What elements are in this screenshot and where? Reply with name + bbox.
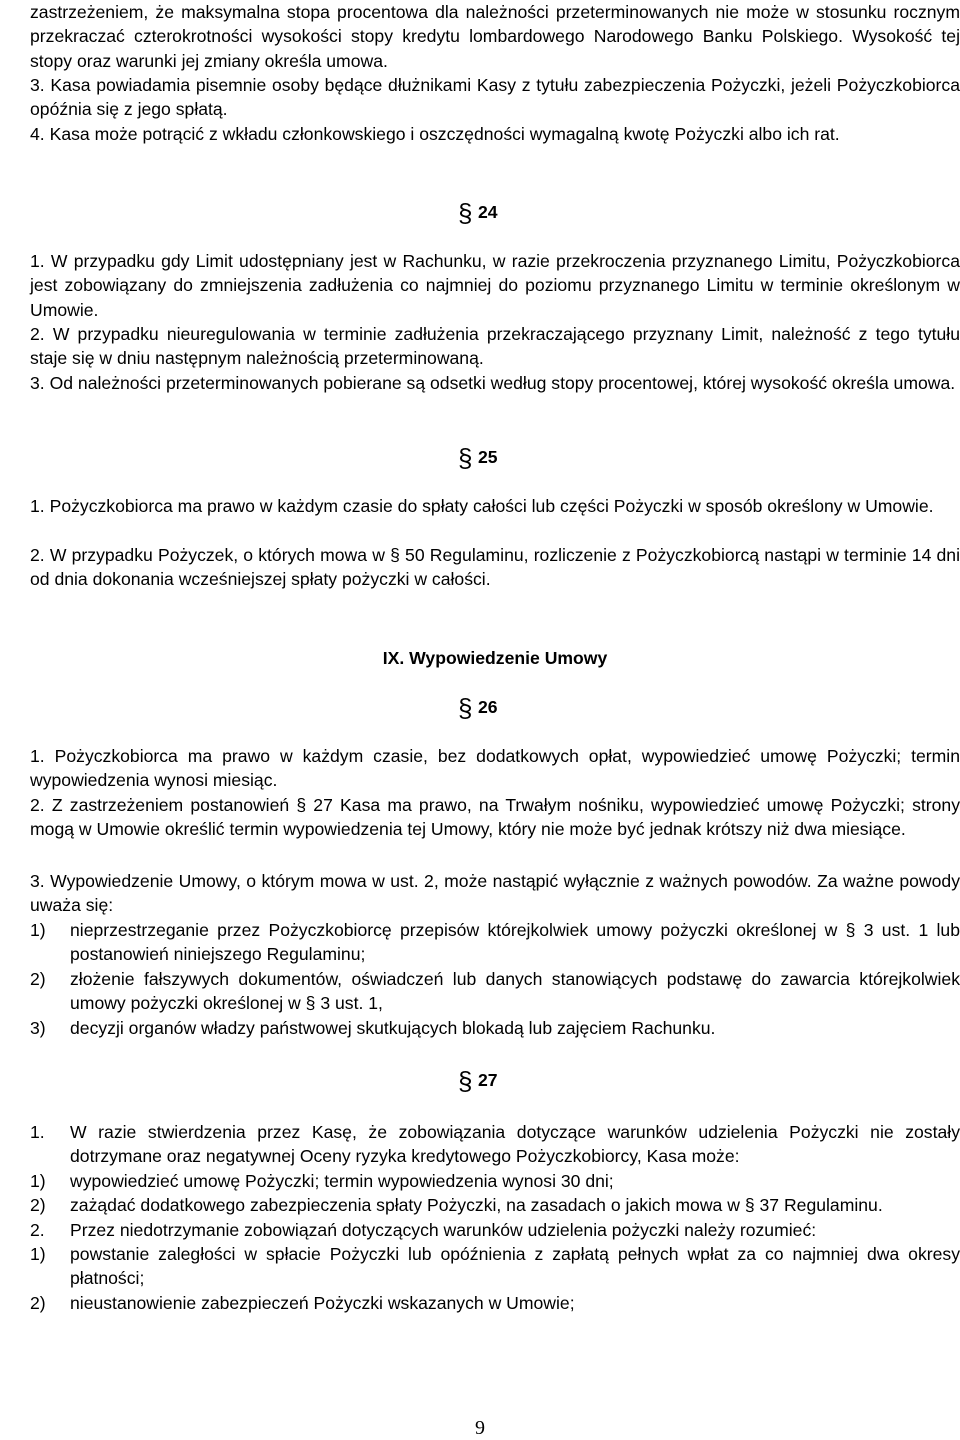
section-number: 27 — [478, 1070, 498, 1090]
s26-subitems — [30, 918, 960, 1040]
item-text: W przypadku nieuregulowania w terminie zadłużenia przekraczającego przyznany Limit, należność z tego tytułu staje się w dniu następnym należnością przeterminowaną. — [30, 324, 960, 369]
item-number: 2. — [30, 795, 45, 815]
s26-item-1 — [30, 744, 960, 793]
item-number: 1. — [30, 1122, 45, 1142]
continuation-paragraph — [30, 0, 960, 73]
section-symbol: § — [458, 1066, 473, 1096]
section-heading-24 — [30, 198, 960, 228]
item-text: Przez niedotrzymanie zobowiązań dotyczących warunków udzielenia pożyczki należy rozumieć: — [70, 1219, 817, 1240]
item-number: 2. — [30, 545, 45, 565]
list-item: 1) nieprzestrzeganie przez Pożyczkobiorcę przepisów którejkolwiek umowy pożyczki określonej w § 3 ust. 1 lub postanowień niniejszego Regulaminu; — [30, 920, 960, 965]
s24-item-2 — [30, 322, 960, 371]
s26-item-2: 2. Z zastrzeżeniem postanowień § 27 Kasa ma prawo, na Trwałym nośniku, wypowiedzieć umowę Pożyczki; strony mogą w Umowie określić termin wypowiedzenia tej Umowy, który nie może być jednak krótszy niż dwa miesiące. — [30, 795, 960, 840]
list-item: 2) nieustanowienie zabezpieczeń Pożyczki wskazanych w Umowie; — [30, 1292, 575, 1313]
page-number: 9 — [475, 1417, 485, 1439]
section-symbol: § — [305, 993, 316, 1014]
list-item: 3) decyzji organów władzy państwowej skutkujących blokadą lub zajęciem Rachunku. — [30, 1017, 716, 1038]
item-text: Kasa powiadamia pisemnie osoby będące dłużnikami Kasy z tytułu zabezpieczenia Pożyczki, jeżeli Pożyczkobiorca opóźnia się z jego spłatą. — [30, 75, 960, 120]
top-item-3 — [30, 73, 960, 122]
item-number: 2. — [30, 1219, 45, 1240]
item-number: 3. — [30, 373, 45, 393]
s25-item-1 — [30, 494, 960, 518]
item-text: Od należności przeterminowanych pobierane są odsetki według stopy procentowej, której wysokość określa umowa. — [49, 373, 956, 393]
list-item: 2) złożenie fałszywych dokumentów, oświadczeń lub danych stanowiących podstawę do zawarcia którejkolwiek umowy pożyczki określonej w § 3 ust. 1, — [30, 968, 960, 1014]
item-number: 1. — [30, 746, 45, 766]
s24-item-1 — [30, 249, 960, 322]
section-number: 24 — [478, 202, 498, 222]
item-number: 1. — [30, 496, 45, 516]
item-number: 3. — [30, 871, 45, 891]
section-heading-27 — [30, 1066, 960, 1096]
s24-item-3 — [30, 371, 960, 395]
item-number: 3. — [30, 75, 45, 95]
section-number: 25 — [478, 447, 498, 467]
top-item-4 — [30, 122, 960, 146]
section-symbol: § — [458, 693, 473, 723]
item-text: W razie stwierdzenia przez Kasę, że zobowiązania dotyczące warunków udzielenia Pożyczki nie zostały dotrzymane oraz negatywnej Oceny ryzyka kredytowego Pożyczkobiorcy, Kasa może: — [70, 1122, 960, 1167]
s26-item-3 — [30, 869, 960, 918]
s25-item-2: 2. W przypadku Pożyczek, o których mowa w § 50 Regulaminu, rozliczenie z Pożyczkobiorcą nastąpi w terminie 14 dni od dnia dokonania wcześniejszej spłaty pożyczki w całości. — [30, 545, 960, 590]
section-symbol: § — [458, 198, 473, 228]
item-text: Wypowiedzenie Umowy, o którym mowa w ust. 2, może nastąpić wyłącznie z ważnych powodów. Za ważne powody uważa się: — [30, 871, 960, 916]
section-symbol: § — [744, 1195, 755, 1216]
section-symbol: § — [458, 443, 473, 473]
section-symbol: § — [390, 545, 400, 565]
item-text: Pożyczkobiorca ma prawo w każdym czasie do spłaty całości lub części Pożyczki w sposób określony w Umowie. — [49, 496, 934, 516]
item-number: 4. — [30, 124, 45, 144]
item-number: 1. — [30, 251, 45, 271]
continuation-text: zastrzeżeniem, że maksymalna stopa procentowa dla należności przeterminowanych nie może w stosunku rocznym przekraczać czterokrotności wysokości stopy kredytu lombardowego Narodowego Banku Polskiego. Wysokość tej stopy oraz warunki jej zmiany określa umowa. — [30, 2, 960, 71]
item-text: Kasa może potrącić z wkładu członkowskiego i oszczędności wymagalną kwotę Pożyczki albo ich rat. — [49, 124, 840, 144]
section-symbol: § — [845, 920, 856, 940]
s27-item-1 — [30, 1120, 960, 1315]
list-item: 1) powstanie zaległości w spłacie Pożyczki lub opóźnienia z zapłatą pełnych wpłat za co najmniej dwa okresy płatności; — [30, 1244, 960, 1289]
list-item: 1) wypowiedzieć umowę Pożyczki; termin wypowiedzenia wynosi 30 dni; — [30, 1170, 614, 1191]
item-text: Pożyczkobiorca ma prawo w każdym czasie, bez dodatkowych opłat, wypowiedzieć umowę Pożyczki; termin wypowiedzenia wynosi miesiąc. — [30, 746, 960, 791]
item-number: 2. — [30, 324, 45, 344]
section-number: 26 — [478, 697, 498, 717]
section-heading-26 — [30, 693, 960, 723]
list-item: 2) zażądać dodatkowego zabezpieczenia spłaty Pożyczki, na zasadach o jakich mowa w § 37 Regulaminu. — [30, 1195, 883, 1216]
item-text: W przypadku gdy Limit udostępniany jest w Rachunku, w razie przekroczenia przyznanego Limitu, Pożyczkobiorca jest zobowiązany do zmniejszenia zadłużenia co najmniej do poziomu przyznanego Limitu w terminie określonym w Umowie. — [30, 251, 960, 320]
section-heading-25-inner — [30, 443, 960, 473]
section-symbol: § — [296, 795, 307, 815]
chapter-title: IX. Wypowiedzenie Umowy — [382, 648, 608, 668]
